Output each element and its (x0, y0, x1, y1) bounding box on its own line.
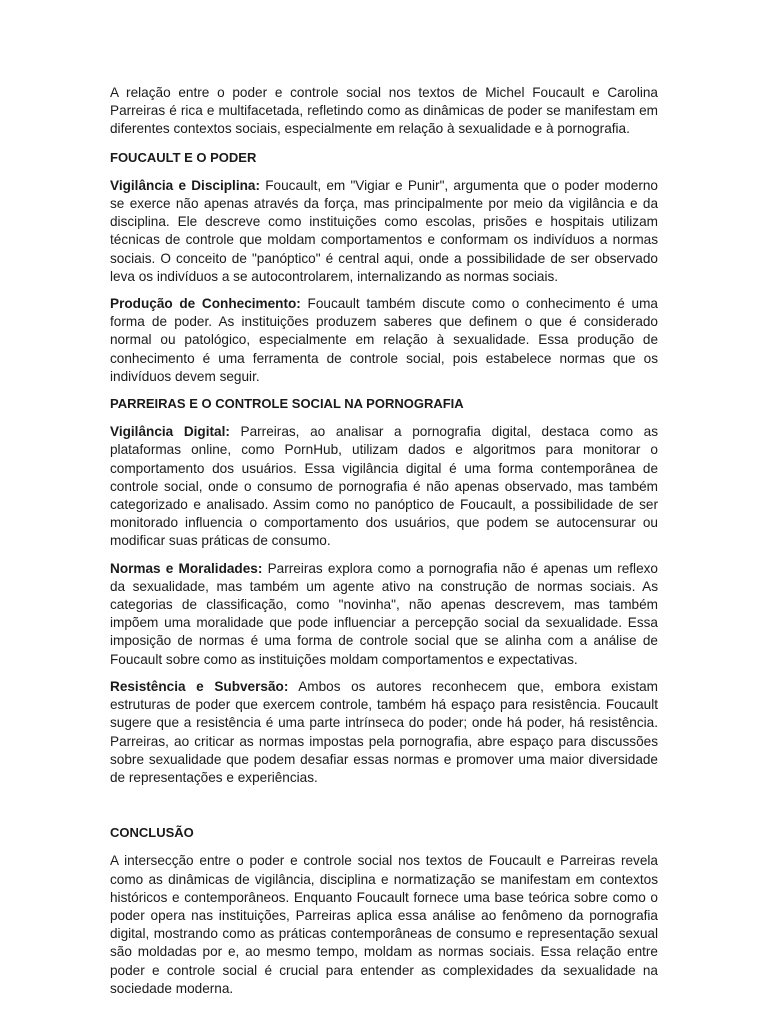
paragraph-vigilancia-digital (110, 423, 658, 550)
paragraph-text: Foucault, em "Vigiar e Punir", argumenta que o poder moderno se exerce não apenas através da força, mas principalmente por meio da vigilância e da disciplina. Ele descreve como instituições como escolas, prisões e hospitais utilizam técnicas de controle que moldam comportamentos e conformam os indivíduos a normas sociais. O conceito de "panóptico" é central aqui, onde a possibilidade de ser observado leva os indivíduos a se autocontrolarem, internalizando as normas sociais. (110, 177, 658, 284)
intro-paragraph: A relação entre o poder e controle social nos textos de Michel Foucault e Carolina Parreiras é rica e multifacetada, refletindo como as dinâmicas de poder se manifestam em diferentes contextos sociais, especialmente em relação à sexualidade e à pornografia. (110, 85, 658, 137)
spacer (110, 796, 658, 824)
paragraph-vigilancia-disciplina (110, 177, 658, 286)
paragraph-conclusao: A intersecção entre o poder e controle social nos textos de Foucault e Parreiras revela como as dinâmicas de vigilância, disciplina e normatização se manifestam em contextos históricos e contemporâneos. Enquanto Foucault fornece uma base teórica sobre como o poder opera nas instituições, Parreiras aplica essa análise ao fenômeno da pornografia digital, mostrando como as práticas contemporâneas de consumo e representação sexual são moldadas por e, ao mesmo tempo, moldam as normas sociais. Essa relação entre poder e controle social é crucial para entender as complexidades da sexualidade na sociedade moderna. (110, 853, 658, 996)
paragraph-text: Foucault também discute como o conhecimento é uma forma de poder. As instituições produzem saberes que definem o que é considerado normal ou patológico, especialmente em relação à sexualidade. Essa produção de conhecimento é uma ferramenta de controle social, pois estabelece normas que os indivíduos devem seguir. (110, 296, 658, 384)
paragraph-lead: Vigilância Digital: (110, 424, 230, 440)
paragraph-lead: Vigilância e Disciplina: (110, 177, 260, 193)
section-heading-parreiras: PARREIRAS E O CONTROLE SOCIAL NA PORNOGRAFIA (110, 396, 464, 412)
paragraph-lead: Resistência e Subversão: (110, 678, 289, 694)
paragraph-text: Parreiras explora como a pornografia não é apenas um reflexo da sexualidade, mas também um agente ativo na construção de normas sociais. As categorias de classificação, como "novinha", não apenas descrevem, mas também impõem uma moralidade que pode influenciar a percepção social da sexualidade. Essa imposição de normas é uma forma de controle social que se alinha com a análise de Foucault sobre como as instituições moldam comportamentos e expectativas. (110, 560, 658, 667)
paragraph-text: Ambos os autores reconhecem que, embora existam estruturas de poder que exercem controle, também há espaço para resistência. Foucault sugere que a resistência é uma parte intrínseca do poder; onde há poder, há resistência. Parreiras, ao criticar as normas impostas pela pornografia, abre espaço para discussões sobre sexualidade que podem desafiar essas normas e promover uma maior diversidade de representações e experiências. (110, 678, 658, 785)
section-heading-foucault: FOUCAULT E O PODER (110, 149, 257, 165)
paragraph-resistencia-subversao (110, 678, 658, 787)
paragraph-normas-moralidades (110, 560, 658, 669)
paragraph-producao-conhecimento (110, 295, 658, 386)
paragraph-text: Parreiras, ao analisar a pornografia digital, destaca como as plataformas online, como PornHub, utilizam dados e algoritmos para monitorar o comportamento dos usuários. Essa vigilância digital é uma forma contemporânea de controle social, onde o consumo de pornografia é não apenas observado, mas também categorizado e analisado. Assim como no panóptico de Foucault, a possibilidade de ser monitorado influencia o comportamento dos usuários, que podem se autocensurar ou modificar suas práticas de consumo. (110, 424, 658, 549)
paragraph-lead: Normas e Moralidades: (110, 560, 263, 576)
section-heading-conclusao: CONCLUSÃO (110, 825, 194, 841)
paragraph-lead: Produção de Conhecimento: (110, 296, 301, 312)
